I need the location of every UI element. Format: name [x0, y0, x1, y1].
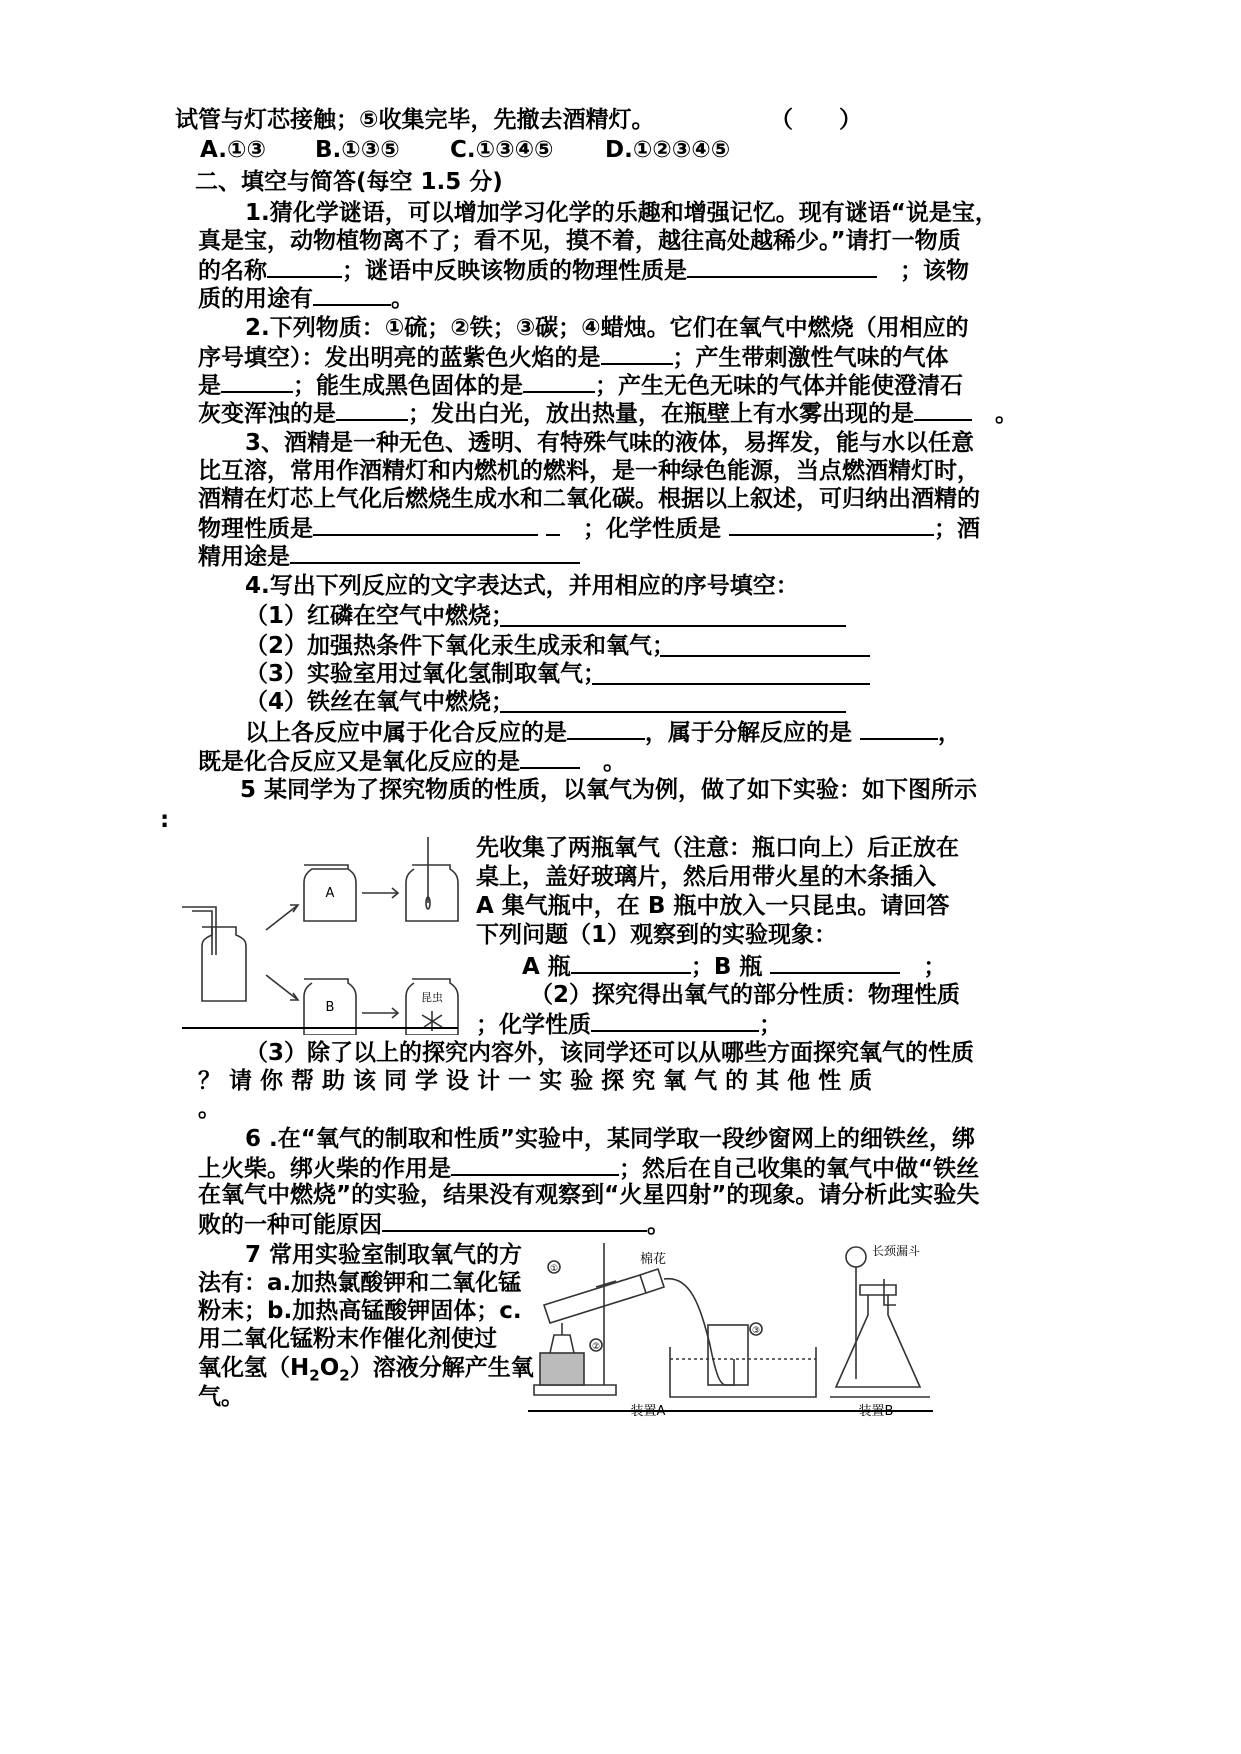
answer-blank[interactable] — [336, 397, 408, 421]
q5-colon: : — [160, 807, 170, 833]
q2-line: 灰变浑浊的是 ；发出白光，放出热量，在瓶壁上有水雾出现的是 。 — [198, 397, 1018, 429]
q4-reaction-4: （4）铁丝在氧气中燃烧； — [245, 689, 515, 715]
answer-blank[interactable] — [500, 711, 846, 713]
apparatus-figure — [520, 1235, 940, 1420]
marker-2: ② — [591, 1342, 601, 1352]
q1-line: 质的用途有 。 — [198, 282, 414, 314]
cotton-label: 棉花 — [640, 1252, 667, 1267]
answer-blank[interactable] — [313, 282, 391, 306]
q4-reaction-2: （2）加强热条件下氧化汞生成汞和氧气； — [245, 633, 676, 659]
q5-line: 。 — [198, 1096, 221, 1122]
figure-baseline — [182, 1027, 458, 1029]
answer-blank[interactable] — [914, 397, 972, 421]
q3-line: 酒精在灯芯上气化后燃烧生成水和二氧化碳。根据以上叙述，可归纳出酒精的 — [198, 486, 980, 512]
insect-label: 昆虫 — [421, 991, 443, 1004]
answer-blank[interactable] — [660, 655, 870, 657]
q3-line: 物理性质是 ；化学性质是 ；酒 — [198, 512, 980, 544]
bottle-b-label: B — [325, 1000, 335, 1015]
answer-blank[interactable] — [591, 1008, 759, 1032]
q5-line: 桌上，盖好玻璃片，然后用带火星的木条插入 — [476, 864, 936, 890]
q6-line: 6 .在“氧气的制取和性质”实验中，某同学取一段纱窗网上的细铁丝，绑 — [245, 1126, 975, 1152]
q7-line: 粉末；b.加热高锰酸钾固体；c. — [198, 1298, 522, 1324]
device-b-label: 装置B — [858, 1404, 894, 1419]
option-c: C.①③④⑤ — [450, 137, 554, 163]
q5-line: ；化学性质 ； — [476, 1008, 782, 1040]
answer-blank[interactable] — [592, 683, 870, 685]
answer-blank[interactable] — [520, 745, 580, 769]
answer-blank[interactable] — [221, 369, 293, 393]
q5-line: （2）探究得出氧气的部分性质：物理性质 — [530, 982, 961, 1008]
q6-line: 败的一种可能原因 。 — [198, 1208, 670, 1240]
answer-blank[interactable] — [567, 716, 645, 740]
marker-1: ① — [549, 1264, 559, 1274]
q7-line: 气。 — [198, 1384, 244, 1410]
answer-paren: （ ） — [770, 107, 862, 133]
q2-line: 序号填空）：发出明亮的蓝紫色火焰的是 ；产生带刺激性气味的气体 — [198, 341, 949, 373]
q7-line: 7 常用实验室制取氧气的方 — [245, 1242, 523, 1268]
q7-line: 氧化氢$(H_2O_2)$溶液分解产生氧 — [198, 1355, 534, 1385]
option-a: A.①③ — [200, 137, 266, 163]
marker-3: ③ — [751, 1326, 761, 1336]
answer-blank[interactable] — [290, 540, 580, 564]
q5-line: ？ 请 你 帮 助 该 同 学 设 计 一 实 验 探 究 氧 气 的 其 他 性 质 — [198, 1068, 873, 1094]
q4-reaction-3: （3）实验室用过氧化氢制取氧气； — [245, 661, 607, 687]
answer-blank[interactable] — [571, 950, 691, 974]
bottle-a-label: A — [325, 886, 335, 901]
answer-blank[interactable] — [860, 716, 938, 740]
q6-line: 在氧气中燃烧”的实验，结果没有观察到“火星四射”的现象。请分析此实验失 — [198, 1182, 980, 1208]
q4-line: 既是化合反应又是氧化反应的是 。 — [198, 745, 626, 777]
q4-reaction-1: （1）红磷在空气中燃烧； — [245, 603, 515, 629]
q2-line: 2.下列物质：①硫；②铁；③碳；④蜡烛。它们在氧气中燃烧（用相应的 — [245, 315, 969, 341]
answer-blank[interactable] — [267, 254, 342, 278]
q2-line: 是 ；能生成黑色固体的是 ；产生无色无味的气体并能使澄清石 — [198, 369, 963, 401]
answer-blank[interactable] — [546, 512, 560, 536]
section-title: 二、填空与简答(每空 1.5 分) — [195, 169, 503, 195]
answer-blank[interactable] — [500, 625, 846, 627]
q5-line: （3）除了以上的探究内容外，该同学还可以从哪些方面探究氧气的性质 — [245, 1040, 975, 1066]
answer-blank[interactable] — [523, 369, 595, 393]
option-b: B.①③⑤ — [315, 137, 400, 163]
answer-blank[interactable] — [313, 512, 538, 536]
q1-line: 真是宝，动物植物离不了；看不见，摸不着，越往高处越稀少。”请打一物质 — [198, 228, 961, 254]
funnel-label: 长颈漏斗 — [872, 1244, 921, 1258]
q5-line: 5 某同学为了探究物质的性质，以氧气为例，做了如下实验：如下图所示 — [240, 777, 978, 803]
answer-blank[interactable] — [382, 1208, 647, 1232]
q1-line: 的名称 ；谜语中反映该物质的物理性质是 ；该物 — [198, 254, 969, 286]
q4-line: 4.写出下列反应的文字表达式，并用相应的序号填空： — [245, 573, 799, 599]
answer-blank[interactable] — [451, 1152, 619, 1176]
q6-line: 上火柴。绑火柴的作用是 ；然后在自己收集的氧气中做“铁丝 — [198, 1152, 979, 1184]
q5-line: A 瓶 ；B 瓶 ； — [522, 950, 946, 982]
answer-blank[interactable] — [687, 254, 877, 278]
q3-line: 比互溶，常用作酒精灯和内燃机的燃料，是一种绿色能源，当点燃酒精灯时， — [198, 458, 980, 484]
q3-line: 精用途是 — [198, 540, 580, 572]
answer-blank[interactable] — [601, 341, 673, 365]
figure-baseline — [528, 1410, 933, 1412]
q4-line: 以上各反应中属于化合反应的是 ，属于分解反应的是 ， — [245, 716, 961, 748]
answer-blank[interactable] — [729, 512, 934, 536]
answer-blank[interactable] — [770, 950, 900, 974]
q7-line: 法有：a.加热氯酸钾和二氧化锰 — [198, 1270, 522, 1296]
q5-line: 下列问题（1）观察到的实验现象： — [476, 922, 838, 948]
q7-line: 用二氧化锰粉末作催化剂使过 — [198, 1326, 497, 1352]
q5-line: 先收集了两瓶氧气（注意：瓶口向上）后正放在 — [476, 835, 959, 861]
q1-line: 1.猜化学谜语，可以增加学习化学的乐趣和增强记忆。现有谜语“说是宝， — [245, 200, 998, 226]
q5-line: A 集气瓶中，在 B 瓶中放入一只昆虫。请回答 — [476, 893, 950, 919]
oxygen-experiment-figure — [180, 835, 470, 1035]
q3-line: 3、酒精是一种无色、透明、有特殊气味的液体，易挥发，能与水以任意 — [245, 430, 975, 456]
question-continuation: 试管与灯芯接触；⑤收集完毕，先撤去酒精灯。 — [175, 107, 655, 133]
option-d: D.①②③④⑤ — [605, 137, 731, 163]
device-a-label: 装置A — [630, 1404, 666, 1419]
